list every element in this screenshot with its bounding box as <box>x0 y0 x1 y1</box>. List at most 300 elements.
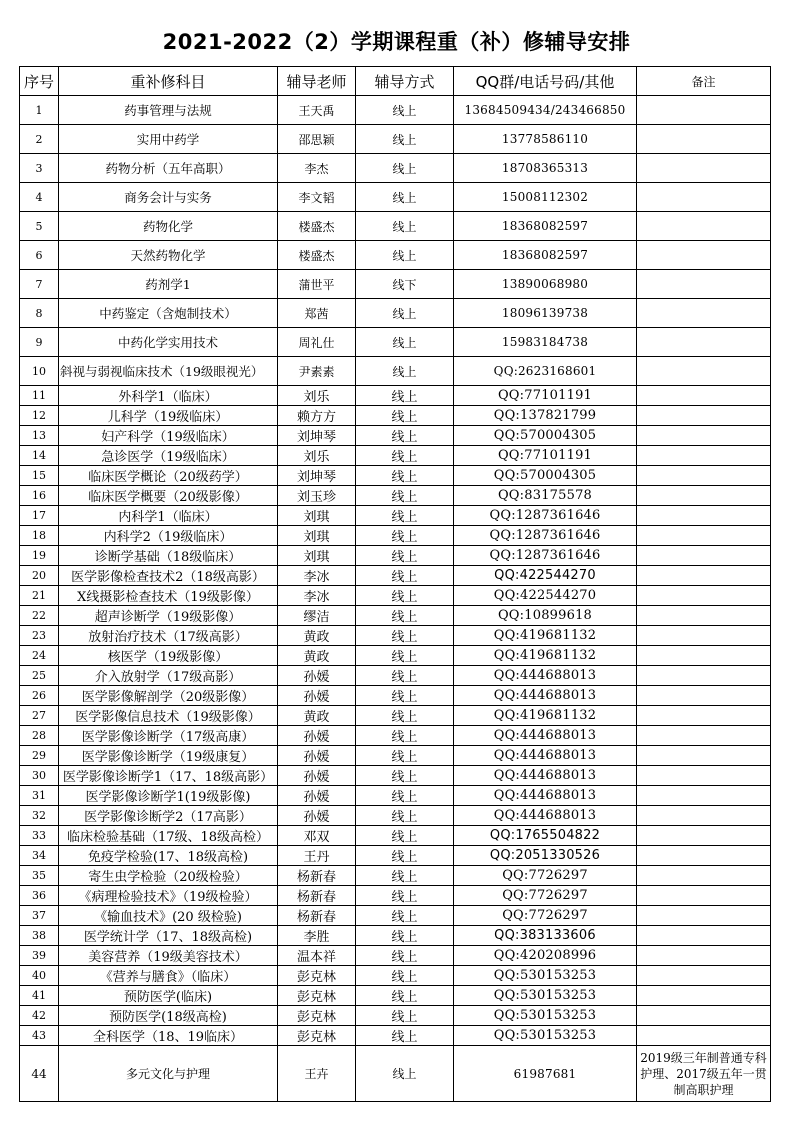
cell-teacher: 孙媛 <box>278 786 356 806</box>
page-title: 2021-2022（2）学期课程重（补）修辅导安排 <box>162 30 631 54</box>
cell-course: 美容营养（19级美容技术） <box>59 946 278 966</box>
cell-teacher: 孙媛 <box>278 686 356 706</box>
cell-teacher: 周礼仕 <box>278 328 356 357</box>
cell-no: 7 <box>20 270 59 299</box>
cell-course: X线摄影检查技术（19级影像） <box>59 586 278 606</box>
cell-mode: 线上 <box>356 212 454 241</box>
cell-teacher: 杨新春 <box>278 866 356 886</box>
table-body <box>20 96 771 1102</box>
cell-course: 预防医学(18级高检) <box>59 1006 278 1026</box>
cell-course: 医学影像解剖学（20级影像） <box>59 686 278 706</box>
table-row <box>20 446 771 466</box>
table-row <box>20 386 771 406</box>
cell-course: 儿科学（19级临床） <box>59 406 278 426</box>
cell-no: 35 <box>20 866 59 886</box>
cell-teacher: 杨新春 <box>278 906 356 926</box>
cell-mode: 线上 <box>356 786 454 806</box>
cell-contact: QQ:530153253 <box>454 966 637 986</box>
cell-course: 中药鉴定（含炮制技术） <box>59 299 278 328</box>
cell-contact: QQ:7726297 <box>454 886 637 906</box>
cell-course: 药剂学1 <box>59 270 278 299</box>
cell-no: 33 <box>20 826 59 846</box>
table-row <box>20 766 771 786</box>
cell-contact: QQ:1287361646 <box>454 546 637 566</box>
cell-course: 核医学（19级影像） <box>59 646 278 666</box>
cell-teacher: 刘玉珍 <box>278 486 356 506</box>
cell-contact: QQ:7726297 <box>454 906 637 926</box>
table-row <box>20 906 771 926</box>
cell-mode: 线上 <box>356 846 454 866</box>
table-row <box>20 212 771 241</box>
cell-teacher: 孙媛 <box>278 806 356 826</box>
cell-course: 药物化学 <box>59 212 278 241</box>
cell-contact: 18368082597 <box>454 241 637 270</box>
cell-mode: 线上 <box>356 626 454 646</box>
cell-note <box>637 766 771 786</box>
cell-course: 《营养与膳食》（临床） <box>59 966 278 986</box>
header-course: 重补修科目 <box>59 67 278 96</box>
table-row <box>20 886 771 906</box>
cell-teacher: 孙媛 <box>278 766 356 786</box>
table-row <box>20 406 771 426</box>
cell-mode: 线上 <box>356 506 454 526</box>
cell-teacher: 尹素素 <box>278 357 356 386</box>
header-no: 序号 <box>20 67 59 96</box>
cell-note <box>637 526 771 546</box>
cell-contact: QQ:444688013 <box>454 746 637 766</box>
cell-teacher: 李冰 <box>278 586 356 606</box>
cell-no: 5 <box>20 212 59 241</box>
cell-teacher: 王丹 <box>278 846 356 866</box>
cell-teacher: 孙媛 <box>278 726 356 746</box>
cell-note <box>637 866 771 886</box>
cell-course: 外科学1（临床） <box>59 386 278 406</box>
cell-mode: 线上 <box>356 946 454 966</box>
cell-course: 临床检验基础（17级、18级高检） <box>59 826 278 846</box>
cell-teacher: 邵思颖 <box>278 125 356 154</box>
cell-no: 28 <box>20 726 59 746</box>
cell-teacher: 彭克林 <box>278 1026 356 1046</box>
cell-no: 34 <box>20 846 59 866</box>
cell-contact: 18708365313 <box>454 154 637 183</box>
table-row <box>20 786 771 806</box>
cell-course: 妇产科学（19级临床） <box>59 426 278 446</box>
table-row <box>20 526 771 546</box>
cell-note <box>637 96 771 125</box>
cell-contact: QQ:570004305 <box>454 466 637 486</box>
header-contact: QQ群/电话号码/其他 <box>454 67 637 96</box>
cell-contact: QQ:419681132 <box>454 646 637 666</box>
cell-no: 26 <box>20 686 59 706</box>
cell-course: 斜视与弱视临床技术（19级眼视光） <box>59 357 278 386</box>
cell-mode: 线上 <box>356 926 454 946</box>
cell-note <box>637 426 771 446</box>
cell-note <box>637 270 771 299</box>
cell-mode: 线上 <box>356 606 454 626</box>
table-row <box>20 686 771 706</box>
table-row <box>20 926 771 946</box>
cell-no: 1 <box>20 96 59 125</box>
cell-teacher: 刘乐 <box>278 446 356 466</box>
cell-no: 25 <box>20 666 59 686</box>
table-row <box>20 566 771 586</box>
cell-no: 14 <box>20 446 59 466</box>
cell-course: 中药化学实用技术 <box>59 328 278 357</box>
cell-note <box>637 446 771 466</box>
cell-no: 37 <box>20 906 59 926</box>
table-row <box>20 270 771 299</box>
cell-mode: 线上 <box>356 726 454 746</box>
cell-note <box>637 154 771 183</box>
cell-note <box>637 566 771 586</box>
cell-no: 41 <box>20 986 59 1006</box>
cell-teacher: 杨新春 <box>278 886 356 906</box>
cell-mode: 线上 <box>356 466 454 486</box>
cell-contact: 13684509434/243466850 <box>454 96 637 125</box>
cell-mode: 线上 <box>356 1026 454 1046</box>
cell-no: 32 <box>20 806 59 826</box>
cell-contact: QQ:419681132 <box>454 626 637 646</box>
cell-mode: 线上 <box>356 486 454 506</box>
cell-mode: 线上 <box>356 328 454 357</box>
cell-course: 预防医学(临床) <box>59 986 278 1006</box>
cell-teacher: 刘琪 <box>278 506 356 526</box>
cell-contact: QQ:444688013 <box>454 806 637 826</box>
cell-contact: QQ:444688013 <box>454 686 637 706</box>
cell-teacher: 李冰 <box>278 566 356 586</box>
cell-contact: 13778586110 <box>454 125 637 154</box>
table-row <box>20 586 771 606</box>
table-row <box>20 154 771 183</box>
cell-mode: 线上 <box>356 906 454 926</box>
cell-no: 44 <box>20 1046 59 1102</box>
cell-note <box>637 357 771 386</box>
header-note: 备注 <box>637 67 771 96</box>
cell-no: 10 <box>20 357 59 386</box>
cell-teacher: 彭克林 <box>278 966 356 986</box>
cell-contact: QQ:2623168601 <box>454 357 637 386</box>
cell-course: 《输血技术》(20 级检验) <box>59 906 278 926</box>
cell-teacher: 李杰 <box>278 154 356 183</box>
table-row <box>20 241 771 270</box>
cell-note <box>637 686 771 706</box>
cell-teacher: 楼盛杰 <box>278 241 356 270</box>
cell-mode: 线上 <box>356 125 454 154</box>
table-row <box>20 746 771 766</box>
table-row <box>20 946 771 966</box>
cell-no: 13 <box>20 426 59 446</box>
cell-contact: 18096139738 <box>454 299 637 328</box>
cell-mode: 线上 <box>356 766 454 786</box>
table-row <box>20 1046 771 1102</box>
cell-course: 超声诊断学（19级影像） <box>59 606 278 626</box>
cell-no: 27 <box>20 706 59 726</box>
table-row <box>20 986 771 1006</box>
cell-note <box>637 241 771 270</box>
cell-note <box>637 1026 771 1046</box>
cell-course: 医学影像诊断学2（17高影） <box>59 806 278 826</box>
cell-note <box>637 626 771 646</box>
cell-contact: QQ:1287361646 <box>454 526 637 546</box>
cell-mode: 线上 <box>356 586 454 606</box>
cell-note <box>637 546 771 566</box>
cell-note <box>637 406 771 426</box>
cell-course: 临床医学概要（20级影像） <box>59 486 278 506</box>
cell-no: 23 <box>20 626 59 646</box>
cell-teacher: 王天禹 <box>278 96 356 125</box>
cell-teacher: 温本祥 <box>278 946 356 966</box>
cell-contact: QQ:444688013 <box>454 766 637 786</box>
cell-contact: 15983184738 <box>454 328 637 357</box>
cell-contact: QQ:444688013 <box>454 726 637 746</box>
cell-teacher: 黄政 <box>278 626 356 646</box>
cell-teacher: 王卉 <box>278 1046 356 1102</box>
cell-mode: 线上 <box>356 666 454 686</box>
cell-note <box>637 486 771 506</box>
cell-teacher: 缪洁 <box>278 606 356 626</box>
table-row <box>20 357 771 386</box>
table-row <box>20 706 771 726</box>
cell-note <box>637 299 771 328</box>
cell-contact: 18368082597 <box>454 212 637 241</box>
cell-mode: 线上 <box>356 886 454 906</box>
cell-course: 药事管理与法规 <box>59 96 278 125</box>
cell-course: 商务会计与实务 <box>59 183 278 212</box>
table-row <box>20 826 771 846</box>
cell-course: 急诊医学（19级临床） <box>59 446 278 466</box>
cell-mode: 线上 <box>356 966 454 986</box>
cell-course: 放射治疗技术（17级高影） <box>59 626 278 646</box>
cell-course: 全科医学（18、19临床） <box>59 1026 278 1046</box>
cell-no: 40 <box>20 966 59 986</box>
cell-mode: 线上 <box>356 706 454 726</box>
cell-no: 6 <box>20 241 59 270</box>
cell-teacher: 李胜 <box>278 926 356 946</box>
cell-contact: QQ:530153253 <box>454 1026 637 1046</box>
cell-note <box>637 806 771 826</box>
cell-contact: QQ:570004305 <box>454 426 637 446</box>
table-row <box>20 546 771 566</box>
cell-mode: 线上 <box>356 806 454 826</box>
cell-note <box>637 786 771 806</box>
cell-teacher: 刘坤琴 <box>278 466 356 486</box>
cell-note <box>637 466 771 486</box>
cell-no: 43 <box>20 1026 59 1046</box>
cell-note <box>637 886 771 906</box>
cell-no: 29 <box>20 746 59 766</box>
cell-teacher: 蒲世平 <box>278 270 356 299</box>
table-row <box>20 125 771 154</box>
cell-mode: 线上 <box>356 526 454 546</box>
cell-no: 20 <box>20 566 59 586</box>
table-row <box>20 328 771 357</box>
cell-mode: 线上 <box>356 686 454 706</box>
cell-no: 30 <box>20 766 59 786</box>
cell-mode: 线上 <box>356 241 454 270</box>
cell-no: 39 <box>20 946 59 966</box>
cell-teacher: 彭克林 <box>278 986 356 1006</box>
cell-no: 19 <box>20 546 59 566</box>
cell-contact: QQ:419681132 <box>454 706 637 726</box>
cell-note <box>637 906 771 926</box>
cell-course: 诊断学基础（18级临床） <box>59 546 278 566</box>
cell-course: 医学影像诊断学1(19级影像) <box>59 786 278 806</box>
cell-note <box>637 646 771 666</box>
cell-contact: QQ:137821799 <box>454 406 637 426</box>
cell-course: 实用中药学 <box>59 125 278 154</box>
cell-no: 11 <box>20 386 59 406</box>
cell-note <box>637 606 771 626</box>
header-teacher: 辅导老师 <box>278 67 356 96</box>
cell-contact: QQ:77101191 <box>454 446 637 466</box>
cell-contact: QQ:530153253 <box>454 986 637 1006</box>
cell-contact: QQ:1287361646 <box>454 506 637 526</box>
table-row <box>20 183 771 212</box>
cell-contact: QQ:1765504822 <box>454 826 637 846</box>
cell-note <box>637 183 771 212</box>
cell-contact: QQ:383133606 <box>454 926 637 946</box>
cell-note <box>637 1006 771 1026</box>
cell-teacher: 刘琪 <box>278 546 356 566</box>
cell-mode: 线上 <box>356 299 454 328</box>
table-row <box>20 806 771 826</box>
cell-contact: QQ:83175578 <box>454 486 637 506</box>
cell-note <box>637 986 771 1006</box>
cell-note <box>637 386 771 406</box>
cell-contact: QQ:530153253 <box>454 1006 637 1026</box>
table-row <box>20 1026 771 1046</box>
cell-teacher: 刘乐 <box>278 386 356 406</box>
cell-course: 介入放射学（17级高影） <box>59 666 278 686</box>
cell-no: 16 <box>20 486 59 506</box>
cell-mode: 线上 <box>356 646 454 666</box>
cell-no: 31 <box>20 786 59 806</box>
cell-course: 临床医学概论（20级药学） <box>59 466 278 486</box>
cell-no: 42 <box>20 1006 59 1026</box>
cell-course: 医学影像诊断学1（17、18级高影） <box>59 766 278 786</box>
cell-note <box>637 586 771 606</box>
cell-mode: 线上 <box>356 357 454 386</box>
table-row <box>20 426 771 446</box>
cell-course: 寄生虫学检验（20级检验） <box>59 866 278 886</box>
cell-teacher: 孙媛 <box>278 746 356 766</box>
cell-mode: 线上 <box>356 446 454 466</box>
cell-no: 22 <box>20 606 59 626</box>
table-row <box>20 506 771 526</box>
cell-teacher: 郑茜 <box>278 299 356 328</box>
cell-contact: QQ:444688013 <box>454 666 637 686</box>
cell-mode: 线上 <box>356 566 454 586</box>
table-row <box>20 486 771 506</box>
cell-contact: QQ:444688013 <box>454 786 637 806</box>
cell-teacher: 赖方方 <box>278 406 356 426</box>
table-row <box>20 726 771 746</box>
cell-teacher: 刘琪 <box>278 526 356 546</box>
table-row <box>20 96 771 125</box>
cell-mode: 线上 <box>356 96 454 125</box>
cell-course: 药物分析（五年高职） <box>59 154 278 183</box>
cell-note <box>637 846 771 866</box>
cell-no: 8 <box>20 299 59 328</box>
table-row <box>20 666 771 686</box>
cell-contact: QQ:10899618 <box>454 606 637 626</box>
cell-contact: 15008112302 <box>454 183 637 212</box>
cell-contact: 61987681 <box>454 1046 637 1102</box>
table-row <box>20 1006 771 1026</box>
cell-contact: 13890068980 <box>454 270 637 299</box>
cell-teacher: 孙媛 <box>278 666 356 686</box>
cell-course: 免疫学检验(17、18级高检) <box>59 846 278 866</box>
cell-no: 21 <box>20 586 59 606</box>
cell-no: 36 <box>20 886 59 906</box>
cell-teacher: 彭克林 <box>278 1006 356 1026</box>
cell-note: 2019级三年制普通专科护理、2017级五年一贯制高职护理 <box>637 1046 771 1102</box>
cell-teacher: 黄政 <box>278 646 356 666</box>
cell-note <box>637 506 771 526</box>
table-row <box>20 966 771 986</box>
cell-note <box>637 946 771 966</box>
cell-note <box>637 125 771 154</box>
cell-course: 医学影像信息技术（19级影像） <box>59 706 278 726</box>
cell-no: 15 <box>20 466 59 486</box>
cell-note <box>637 666 771 686</box>
cell-mode: 线上 <box>356 406 454 426</box>
cell-no: 24 <box>20 646 59 666</box>
cell-no: 12 <box>20 406 59 426</box>
cell-teacher: 李文韬 <box>278 183 356 212</box>
cell-note <box>637 926 771 946</box>
cell-note <box>637 826 771 846</box>
table-row <box>20 646 771 666</box>
cell-mode: 线上 <box>356 154 454 183</box>
cell-note <box>637 746 771 766</box>
cell-contact: QQ:77101191 <box>454 386 637 406</box>
cell-mode: 线上 <box>356 386 454 406</box>
cell-mode: 线下 <box>356 270 454 299</box>
cell-contact: QQ:420208996 <box>454 946 637 966</box>
cell-mode: 线上 <box>356 826 454 846</box>
cell-mode: 线上 <box>356 546 454 566</box>
cell-course: 天然药物化学 <box>59 241 278 270</box>
cell-note <box>637 726 771 746</box>
cell-course: 内科学2（19级临床） <box>59 526 278 546</box>
cell-course: 多元文化与护理 <box>59 1046 278 1102</box>
cell-no: 4 <box>20 183 59 212</box>
cell-no: 38 <box>20 926 59 946</box>
cell-teacher: 邓双 <box>278 826 356 846</box>
cell-mode: 线上 <box>356 426 454 446</box>
header-mode: 辅导方式 <box>356 67 454 96</box>
table-row <box>20 606 771 626</box>
cell-contact: QQ:7726297 <box>454 866 637 886</box>
cell-mode: 线上 <box>356 746 454 766</box>
cell-note <box>637 706 771 726</box>
cell-no: 18 <box>20 526 59 546</box>
cell-contact: QQ:422544270 <box>454 566 637 586</box>
cell-course: 医学统计学（17、18级高检) <box>59 926 278 946</box>
schedule-table <box>19 66 771 1102</box>
cell-teacher: 刘坤琴 <box>278 426 356 446</box>
cell-no: 17 <box>20 506 59 526</box>
cell-mode: 线上 <box>356 1046 454 1102</box>
cell-teacher: 楼盛杰 <box>278 212 356 241</box>
cell-course: 医学影像检查技术2（18级高影） <box>59 566 278 586</box>
header-row <box>20 67 771 96</box>
cell-note <box>637 212 771 241</box>
cell-mode: 线上 <box>356 866 454 886</box>
cell-no: 3 <box>20 154 59 183</box>
cell-no: 9 <box>20 328 59 357</box>
